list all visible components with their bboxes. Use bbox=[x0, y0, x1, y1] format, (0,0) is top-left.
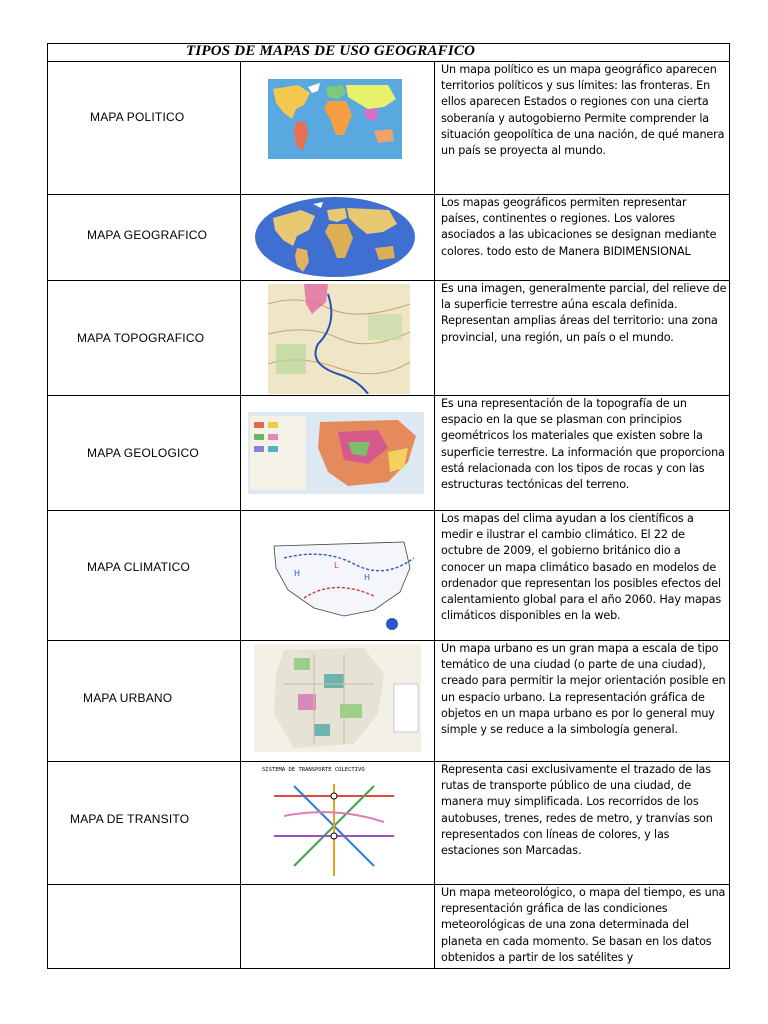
map-type-name: MAPA TOPOGRAFICO bbox=[77, 331, 205, 345]
map-type-description: Es una representación de la topografía de un espacio en la que se plasman con principios geométricos los materiales que existen sobre la superficie terrestre. La información que proporciona está relacionada con los tipos de rocas y con las estructuras tectónicas del terreno. bbox=[441, 397, 725, 492]
table-row bbox=[48, 195, 729, 281]
map-type-name: MAPA DE TRANSITO bbox=[70, 812, 190, 826]
map-type-name: MAPA CLIMATICO bbox=[87, 560, 191, 574]
climate-map-image bbox=[264, 528, 417, 636]
svg-text:H: H bbox=[364, 573, 371, 582]
map-type-description: Es una imagen, generalmente parcial, del relieve de la superficie terrestre aúna escala definida. Representan amplias áreas del territorio: una zona provincial, una región, un país o el mundo. bbox=[441, 282, 727, 344]
map-type-description: Representa casi exclusivamente el trazado de las rutas de transporte público de una ciudad, de manera muy simplificada. Los recorridos de los autobuses, trenes, redes de metro, y tranvías son representados con líneas de colores, y las estaciones son Marcadas. bbox=[441, 763, 713, 858]
transit-map-image bbox=[254, 766, 414, 882]
map-type-description: Un mapa meteorológico, o mapa del tiempo, es una representación gráfica de las condiciones meteorológicas de una zona determinada del planeta en cada momento. Se basan en los datos obtenidos a partir de los satélites y bbox=[441, 886, 726, 964]
table-row bbox=[48, 511, 729, 641]
table-row bbox=[48, 641, 729, 762]
political-world-map-image bbox=[268, 79, 402, 159]
map-type-name: MAPA GEOGRAFICO bbox=[87, 228, 208, 242]
table-row bbox=[48, 762, 729, 885]
geographic-world-map-image bbox=[253, 196, 418, 278]
topographic-map-image bbox=[268, 284, 410, 394]
table-row bbox=[48, 396, 729, 511]
table-row bbox=[48, 62, 729, 195]
map-type-name: MAPA POLITICO bbox=[90, 110, 185, 124]
svg-text:L: L bbox=[334, 561, 339, 570]
map-type-description: Un mapa urbano es un gran mapa a escala de tipo temático de una ciudad (o parte de una ciudad), creado para permitir la mejor orientación posible en un espacio urbano. La representación gráfica de objetos en un mapa urbano es por lo general muy simple y se reduce a la simbología general. bbox=[441, 642, 726, 737]
map-types-table bbox=[47, 43, 730, 969]
geologic-map-image bbox=[248, 412, 424, 494]
table-row bbox=[48, 885, 729, 969]
map-type-description: Un mapa político es un mapa geográfico aparecen territorios políticos y sus límites: las fronteras. En ellos aparecen Estados o regiones con una cierta soberanía y autogobierno Permite comprender la situación geopolítica de una nación, de qué manera un país se proyecta al mundo. bbox=[441, 63, 725, 158]
table-row bbox=[48, 281, 729, 396]
svg-text:H: H bbox=[294, 569, 301, 578]
table-title: TIPOS DE MAPAS DE USO GEOGRAFICO bbox=[186, 43, 476, 59]
table-title-row bbox=[48, 44, 729, 62]
transit-map-caption: SISTEMA DE TRANSPORTE COLECTIVO bbox=[262, 767, 365, 773]
map-type-description: Los mapas geográficos permiten representar países, continentes o regiones. Los valores asociados a las ubicaciones se designan mediante colores. todo esto de Manera BIDIMENSIONAL bbox=[441, 196, 717, 258]
map-type-description: Los mapas del clima ayudan a los científicos a medir e ilustrar el cambio climático. El 22 de octubre de 2009, el gobierno británico dio a conocer un mapa climático basado en modelos de ordenador que representan los posibles efectos del calentamiento global para el año 2060. Hay mapas climáticos disponibles en la web. bbox=[441, 512, 722, 623]
map-type-name: MAPA URBANO bbox=[83, 691, 173, 705]
map-type-name: MAPA GEOLOGICO bbox=[87, 446, 199, 460]
urban-map-image bbox=[254, 644, 421, 752]
